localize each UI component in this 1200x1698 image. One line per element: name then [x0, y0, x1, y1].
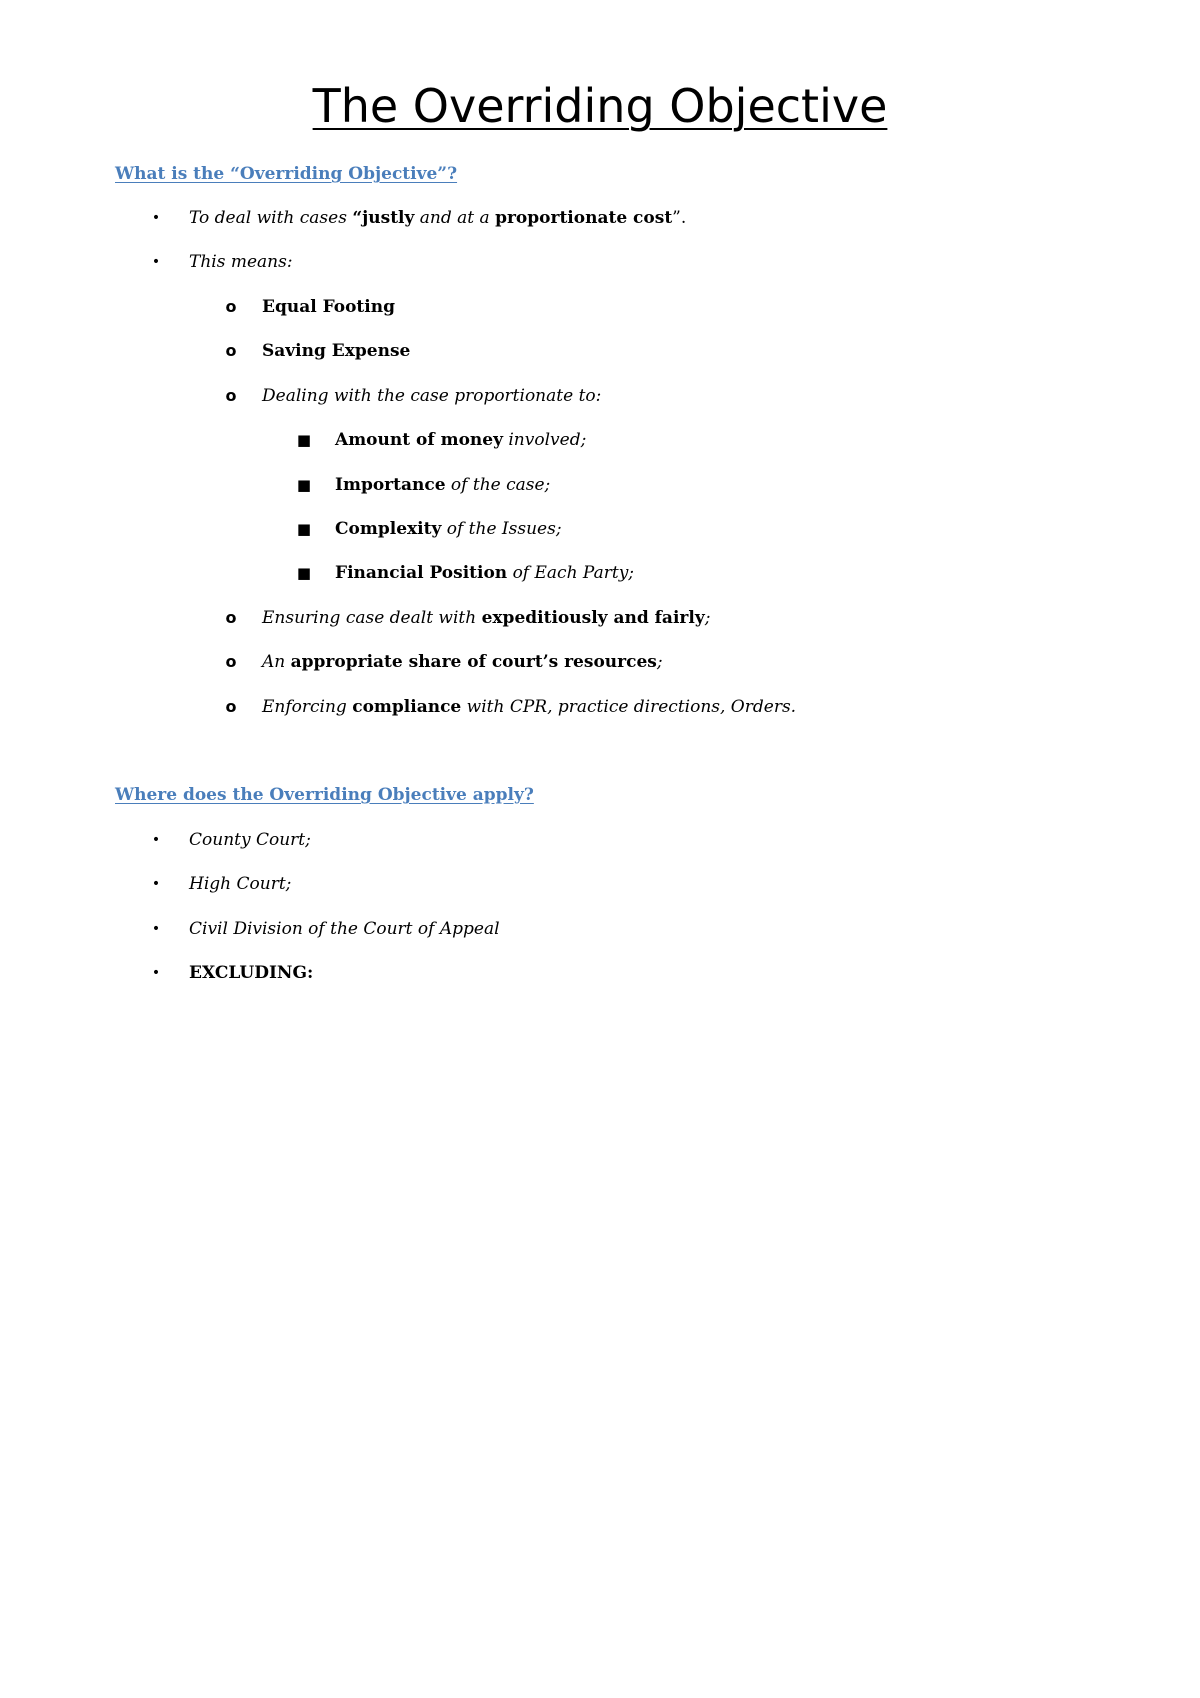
bullet-marker: o [225, 386, 237, 405]
bullet-marker: o [225, 341, 237, 360]
list-item-text: Equal Footing [262, 297, 395, 317]
bullet-marker: o [225, 697, 237, 716]
text-run: of Each Party; [507, 563, 635, 583]
list-item-text [189, 206, 686, 230]
text-run: Financial Position [335, 563, 508, 583]
list-item-text [335, 517, 562, 541]
text-run: expeditiously and fairly [481, 608, 705, 628]
bullet-marker: • [151, 254, 161, 270]
list-item-text: This means: [189, 252, 293, 272]
list-item-text [262, 606, 710, 630]
text-run: Ensuring case dealt with [262, 608, 482, 628]
text-run: compliance [352, 697, 462, 717]
bullet-marker: • [151, 210, 161, 226]
text-run: of the case; [445, 475, 551, 495]
text-run: involved; [502, 430, 587, 450]
text-run: ; [656, 652, 663, 672]
list-item-text: Saving Expense [262, 341, 411, 361]
bullet-marker: ■ [296, 431, 312, 449]
text-run: To deal with cases [189, 208, 353, 228]
list-item-text [335, 473, 550, 497]
list-item-text: High Court; [189, 874, 292, 894]
list-item-text: County Court; [189, 830, 311, 850]
list-item-text [335, 428, 586, 452]
bullet-marker: • [151, 965, 161, 981]
text-run: appropriate share of court’s resources [290, 652, 657, 672]
bullet-marker: ■ [296, 476, 312, 494]
bullet-marker: o [225, 652, 237, 671]
list-item-text: EXCLUDING: [189, 963, 314, 983]
list-item-text [262, 650, 663, 674]
bullet-marker: o [225, 297, 237, 316]
text-run: and at a [414, 208, 496, 228]
text-run: of the Issues; [441, 519, 562, 539]
list-item-text [335, 561, 634, 585]
text-run: with CPR, practice directions, Orders. [461, 697, 797, 717]
text-run: ; [704, 608, 711, 628]
text-run: Enforcing [262, 697, 353, 717]
text-run: Amount of money [335, 430, 503, 450]
document-title: The Overriding Objective [312, 79, 888, 133]
text-run: ”. [672, 208, 687, 228]
text-run: Importance [335, 475, 446, 495]
bullet-marker: o [225, 608, 237, 627]
bullet-marker: ■ [296, 520, 312, 538]
bullet-marker: • [151, 876, 161, 892]
list-item-text [262, 695, 796, 719]
bullet-marker: • [151, 921, 161, 937]
text-run: Complexity [335, 519, 442, 539]
section-heading-what-is: What is the “Overriding Objective”? [115, 164, 458, 184]
text-run: proportionate cost [495, 208, 673, 228]
list-item-text: Dealing with the case proportionate to: [262, 386, 602, 406]
text-run: “justly [352, 208, 415, 228]
section-heading-where-applies: Where does the Overriding Objective apply? [115, 785, 534, 805]
list-item-text: Civil Division of the Court of Appeal [189, 919, 500, 939]
text-run: An [262, 652, 291, 672]
bullet-marker: • [151, 832, 161, 848]
bullet-marker: ■ [296, 564, 312, 582]
